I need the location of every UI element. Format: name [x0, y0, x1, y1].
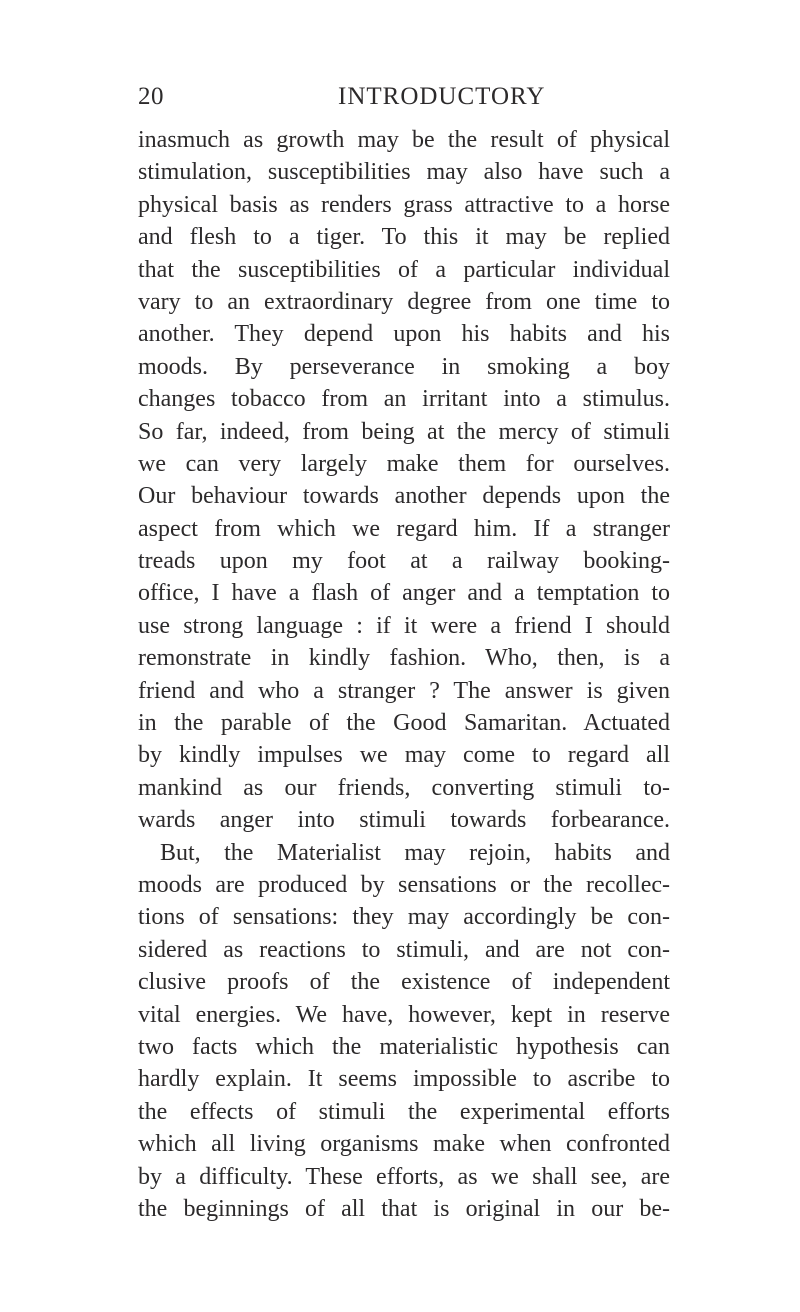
text-line: clusive proofs of the existence of independent: [138, 969, 670, 996]
text-line: Our behaviour towards another depends upon the: [138, 483, 670, 510]
body-text: [138, 124, 670, 1225]
text-line: sidered as reactions to stimuli, and are not con-: [138, 936, 670, 963]
text-line: use strong language : if it were a friend I should: [138, 612, 670, 639]
text-line: the effects of stimuli the experimental efforts: [138, 1098, 670, 1125]
text-line: tions of sensations: they may accordingly be con-: [138, 904, 670, 931]
text-line: remonstrate in kindly fashion. Who, then, is a: [138, 645, 670, 672]
text-line: moods are produced by sensations or the recollec-: [138, 871, 670, 898]
text-line: office, I have a flash of anger and a temptation to: [138, 580, 670, 607]
text-line: in the parable of the Good Samaritan. Actuated: [138, 710, 670, 737]
text-line: two facts which the materialistic hypothesis can: [138, 1033, 670, 1060]
text-line: vital energies. We have, however, kept in reserve: [138, 1001, 670, 1028]
text-line: that the susceptibilities of a particular individual: [138, 256, 670, 283]
text-line: friend and who a stranger ? The answer is given: [138, 677, 670, 704]
text-line: moods. By perseverance in smoking a boy: [138, 353, 670, 380]
text-line: by kindly impulses we may come to regard all: [138, 742, 670, 769]
text-line: physical basis as renders grass attractive to a horse: [138, 191, 670, 218]
text-line: we can very largely make them for ourselves.: [138, 450, 670, 477]
text-line: inasmuch as growth may be the result of physical: [138, 127, 670, 153]
text-line: stimulation, susceptibilities may also have such a: [138, 159, 670, 186]
text-line: treads upon my foot at a railway booking-: [138, 548, 670, 575]
text-line: wards anger into stimuli towards forbearance.: [138, 807, 670, 834]
text-line: vary to an extraordinary degree from one time to: [138, 288, 670, 315]
text-line: mankind as our friends, converting stimuli to-: [138, 774, 670, 801]
text-line: which all living organisms make when confronted: [138, 1131, 670, 1158]
text-line: So far, indeed, from being at the mercy of stimuli: [138, 418, 670, 445]
page-number: 20: [138, 83, 164, 110]
text-line: But, the Materialist may rejoin, habits and: [160, 839, 670, 866]
text-line: hardly explain. It seems impossible to ascribe to: [138, 1066, 670, 1093]
running-title: INTRODUCTORY: [338, 83, 546, 110]
text-line: the beginnings of all that is original in our be-: [138, 1195, 670, 1222]
text-line: changes tobacco from an irritant into a stimulus.: [138, 386, 670, 413]
running-head: [138, 83, 668, 119]
text-line: by a difficulty. These efforts, as we shall see, are: [138, 1163, 670, 1190]
text-line: and flesh to a tiger. To this it may be replied: [138, 224, 670, 251]
text-line: another. They depend upon his habits and his: [138, 321, 670, 348]
text-line: aspect from which we regard him. If a stranger: [138, 515, 670, 542]
